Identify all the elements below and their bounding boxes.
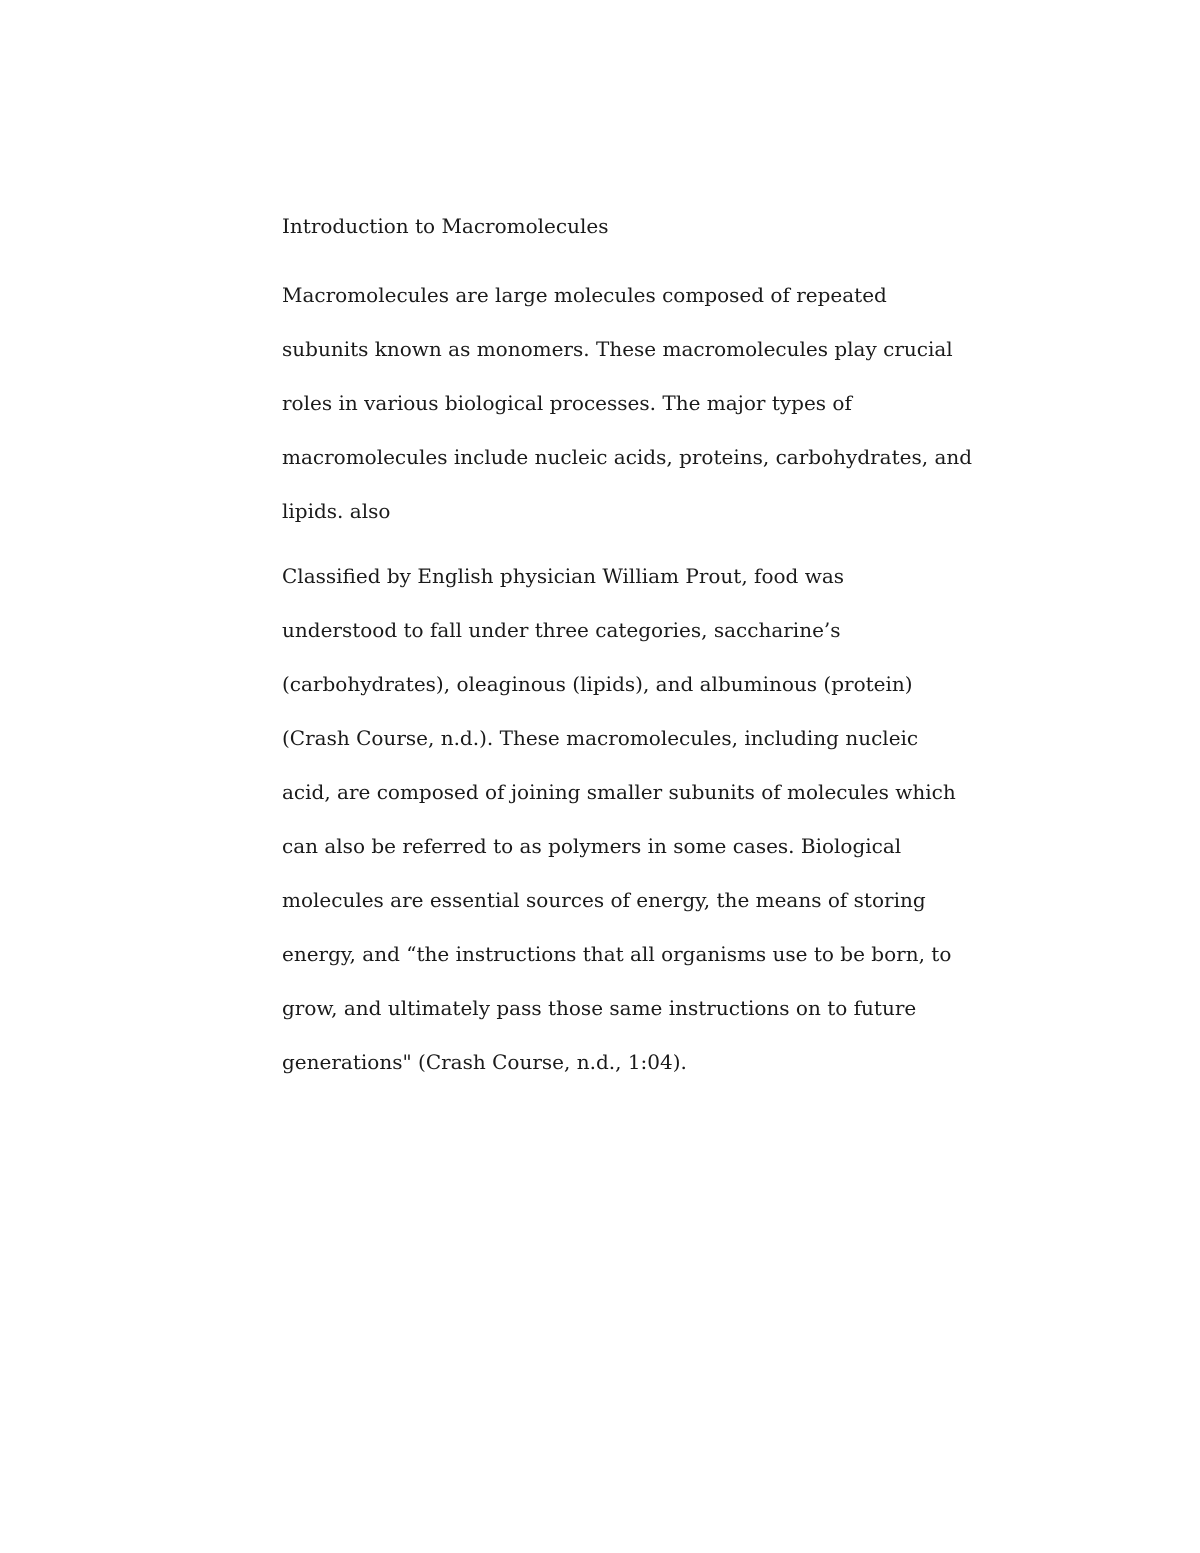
text-line: molecules are essential sources of energy, the means of storing	[282, 888, 926, 912]
text-line: energy, and “the instructions that all organisms use to be born, to	[282, 942, 952, 966]
text-line: generations" (Crash Course, n.d., 1:04).	[282, 1050, 687, 1074]
text-line: subunits known as monomers. These macromolecules play crucial	[282, 337, 953, 361]
document-title: Introduction to Macromolecules	[282, 214, 609, 238]
text-line: (Crash Course, n.d.). These macromolecules, including nucleic	[282, 726, 919, 750]
text-line: acid, are composed of joining smaller subunits of molecules which	[282, 780, 956, 804]
text-line: Classified by English physician William Prout, food was	[282, 564, 845, 588]
paragraph-classification	[282, 559, 956, 1079]
text-line: can also be referred to as polymers in some cases. Biological	[282, 834, 902, 858]
document-body	[282, 209, 973, 1079]
text-line: (carbohydrates), oleaginous (lipids), and albuminous (protein)	[282, 672, 913, 696]
paragraph-intro	[282, 278, 973, 528]
text-line: lipids. also	[282, 499, 391, 523]
text-line: grow, and ultimately pass those same instructions on to future	[282, 996, 917, 1020]
text-line: roles in various biological processes. The major types of	[282, 391, 852, 415]
text-line: macromolecules include nucleic acids, proteins, carbohydrates, and	[282, 445, 973, 469]
text-line: understood to fall under three categories, saccharine’s	[282, 618, 841, 642]
text-line: Macromolecules are large molecules composed of repeated	[282, 283, 887, 307]
